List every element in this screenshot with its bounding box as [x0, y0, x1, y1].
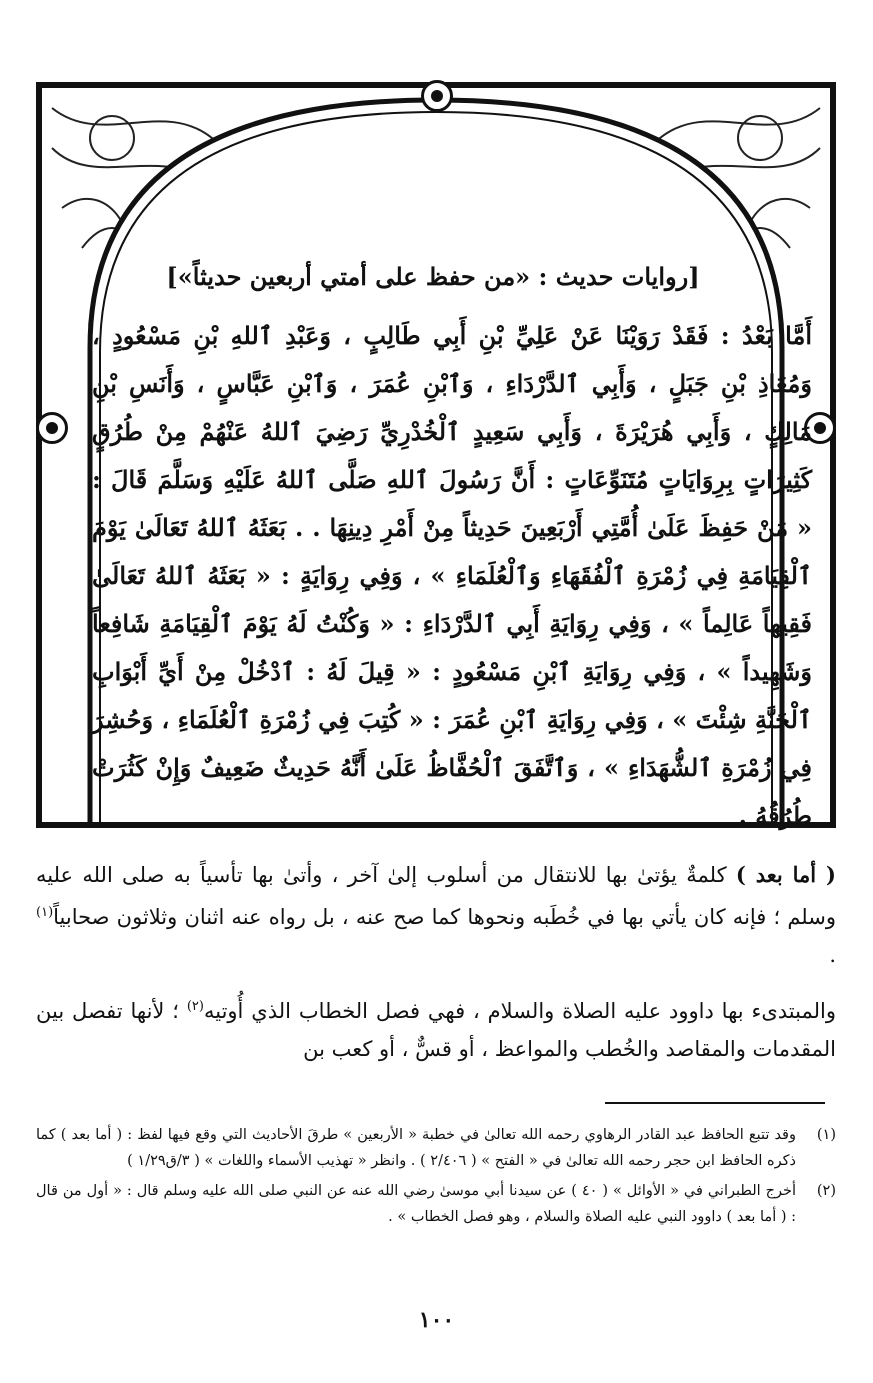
footnote-number: (٢)	[816, 1183, 836, 1199]
footnote-text: أخرج الطبراني في « الأوائل » ( ٤٠ ) عن سيدنا أبي موسىٰ رضي الله عنه عن النبي صلى الله عليه وسلم قال : « أول من قال : ( أما بعد ) داوود النبي عليه الصلاة والسلام ، وهو فصل الخطاب » .	[36, 1183, 797, 1225]
footnote-2	[36, 1178, 836, 1230]
commentary-body	[36, 856, 836, 1082]
top-ring-ornament	[421, 80, 453, 112]
frame-title: [روايات حديث : «من حفظ على أمتي أربعين حديثاً»]	[166, 262, 700, 291]
footnote-ref-1: (١)	[36, 905, 54, 920]
footnote-separator	[605, 1102, 825, 1104]
hadith-paragraph: أَمَّا بَعْدُ : فَقَدْ رَوَيْنَا عَنْ عَلِيِّ بْنِ أَبِي طَالِبٍ ، وَعَبْدِ ٱللهِ بْنِ مَسْعُودٍ ، وَمُعَاذِ بْنِ جَبَلٍ ، وَأَبِي ٱلدَّرْدَاءِ ، وَٱبْنِ عُمَرَ ، وَٱبْنِ عَبَّاسٍ ، وَأَنَسِ بْنِ مَالِكٍ ، وَأَبِي هُرَيْرَةَ ، وَأَبِي سَعِيدٍ ٱلْخُدْرِيِّ رَضِيَ ٱللهُ عَنْهُمْ مِنْ طُرُقٍ كَثِيرَاتٍ بِرِوَايَاتٍ مُتَنَوِّعَاتٍ : أَنَّ رَسُولَ ٱللهِ صَلَّى ٱللهُ عَلَيْهِ وَسَلَّمَ قَالَ : « مَنْ حَفِظَ عَلَىٰ أُمَّتِي أَرْبَعِينَ حَدِيثاً مِنْ أَمْرِ دِينِهَا . . بَعَثَهُ ٱللهُ تَعَالَىٰ يَوْمَ ٱلْقِيَامَةِ فِي زُمْرَةِ ٱلْفُقَهَاءِ وَٱلْعُلَمَاءِ » ، وَفِي رِوَايَةٍ : « بَعَثَهُ ٱللهُ تَعَالَىٰ فَقِيهاً عَالِماً » ، وَفِي رِوَايَةِ أَبِي ٱلدَّرْدَاءِ : « وَكُنْتُ لَهُ يَوْمَ ٱلْقِيَامَةِ شَافِعاً وَشَهِيداً » ، وَفِي رِوَايَةِ ٱبْنِ مَسْعُودٍ : « قِيلَ لَهُ : ٱدْخُلْ مِنْ أَيِّ أَبْوَابِ ٱلْجَنَّةِ شِئْتَ » ، وَفِي رِوَايَةِ ٱبْنِ عُمَرَ : « كُتِبَ فِي زُمْرَةِ ٱلْعُلَمَاءِ ، وَحُشِرَ فِي زُمْرَةِ ٱلشُّهَدَاءِ » ، وَٱتَّفَقَ ٱلْحُفَّاظُ عَلَىٰ أَنَّهُ حَدِيثٌ ضَعِيفٌ وَإِنْ كَثُرَتْ طُرُقُهُ .	[92, 321, 813, 830]
hadith-text-block	[92, 312, 812, 840]
footnotes	[36, 1122, 836, 1234]
footnote-ref-2: (٢)	[186, 999, 204, 1014]
footnote-text: وقد تتبع الحافظ عبد القادر الرهاوي رحمه الله تعالىٰ في خطبة « الأربعين » طرقَ الأحاديث التي وقع فيها لفظ : ( أما بعد ) كما ذكره الحافظ ابن حجر رحمه الله تعالىٰ في « الفتح » ( ٢/٤٠٦ ) . وانظر « تهذيب الأسماء واللغات » ( ٣/ق١/٢٩ )	[36, 1127, 796, 1169]
page-number: ١٠٠	[418, 1307, 455, 1333]
term-bold: ( أما بعد )	[735, 862, 836, 887]
paragraph-2: والمبتدىء بها داوود عليه الصلاة والسلام ، فهي فصل الخطاب الذي أُوتيه$^{(٢)}$ ؛ لأنها تفصل بين المقدمات والمقاصد والخُطب والمواعظ ، أو قسٌّ ، أو كعب بن	[36, 999, 836, 1061]
footnote-number: (١)	[816, 1127, 836, 1143]
left-ring-ornament	[36, 412, 68, 444]
footnote-1	[36, 1122, 836, 1174]
paragraph-1: ( أما بعد ) كلمةٌ يؤتىٰ بها للانتقال من أسلوب إلىٰ آخر ، وأتىٰ بها تأسياً به صلى الله عليه وسلم ؛ فإنه كان يأتي بها في خُطَبه ونحوها كما صح عنه ، بل رواه عنه اثنان وثلاثون صحابياً$^{(١)}$ .	[36, 862, 836, 967]
